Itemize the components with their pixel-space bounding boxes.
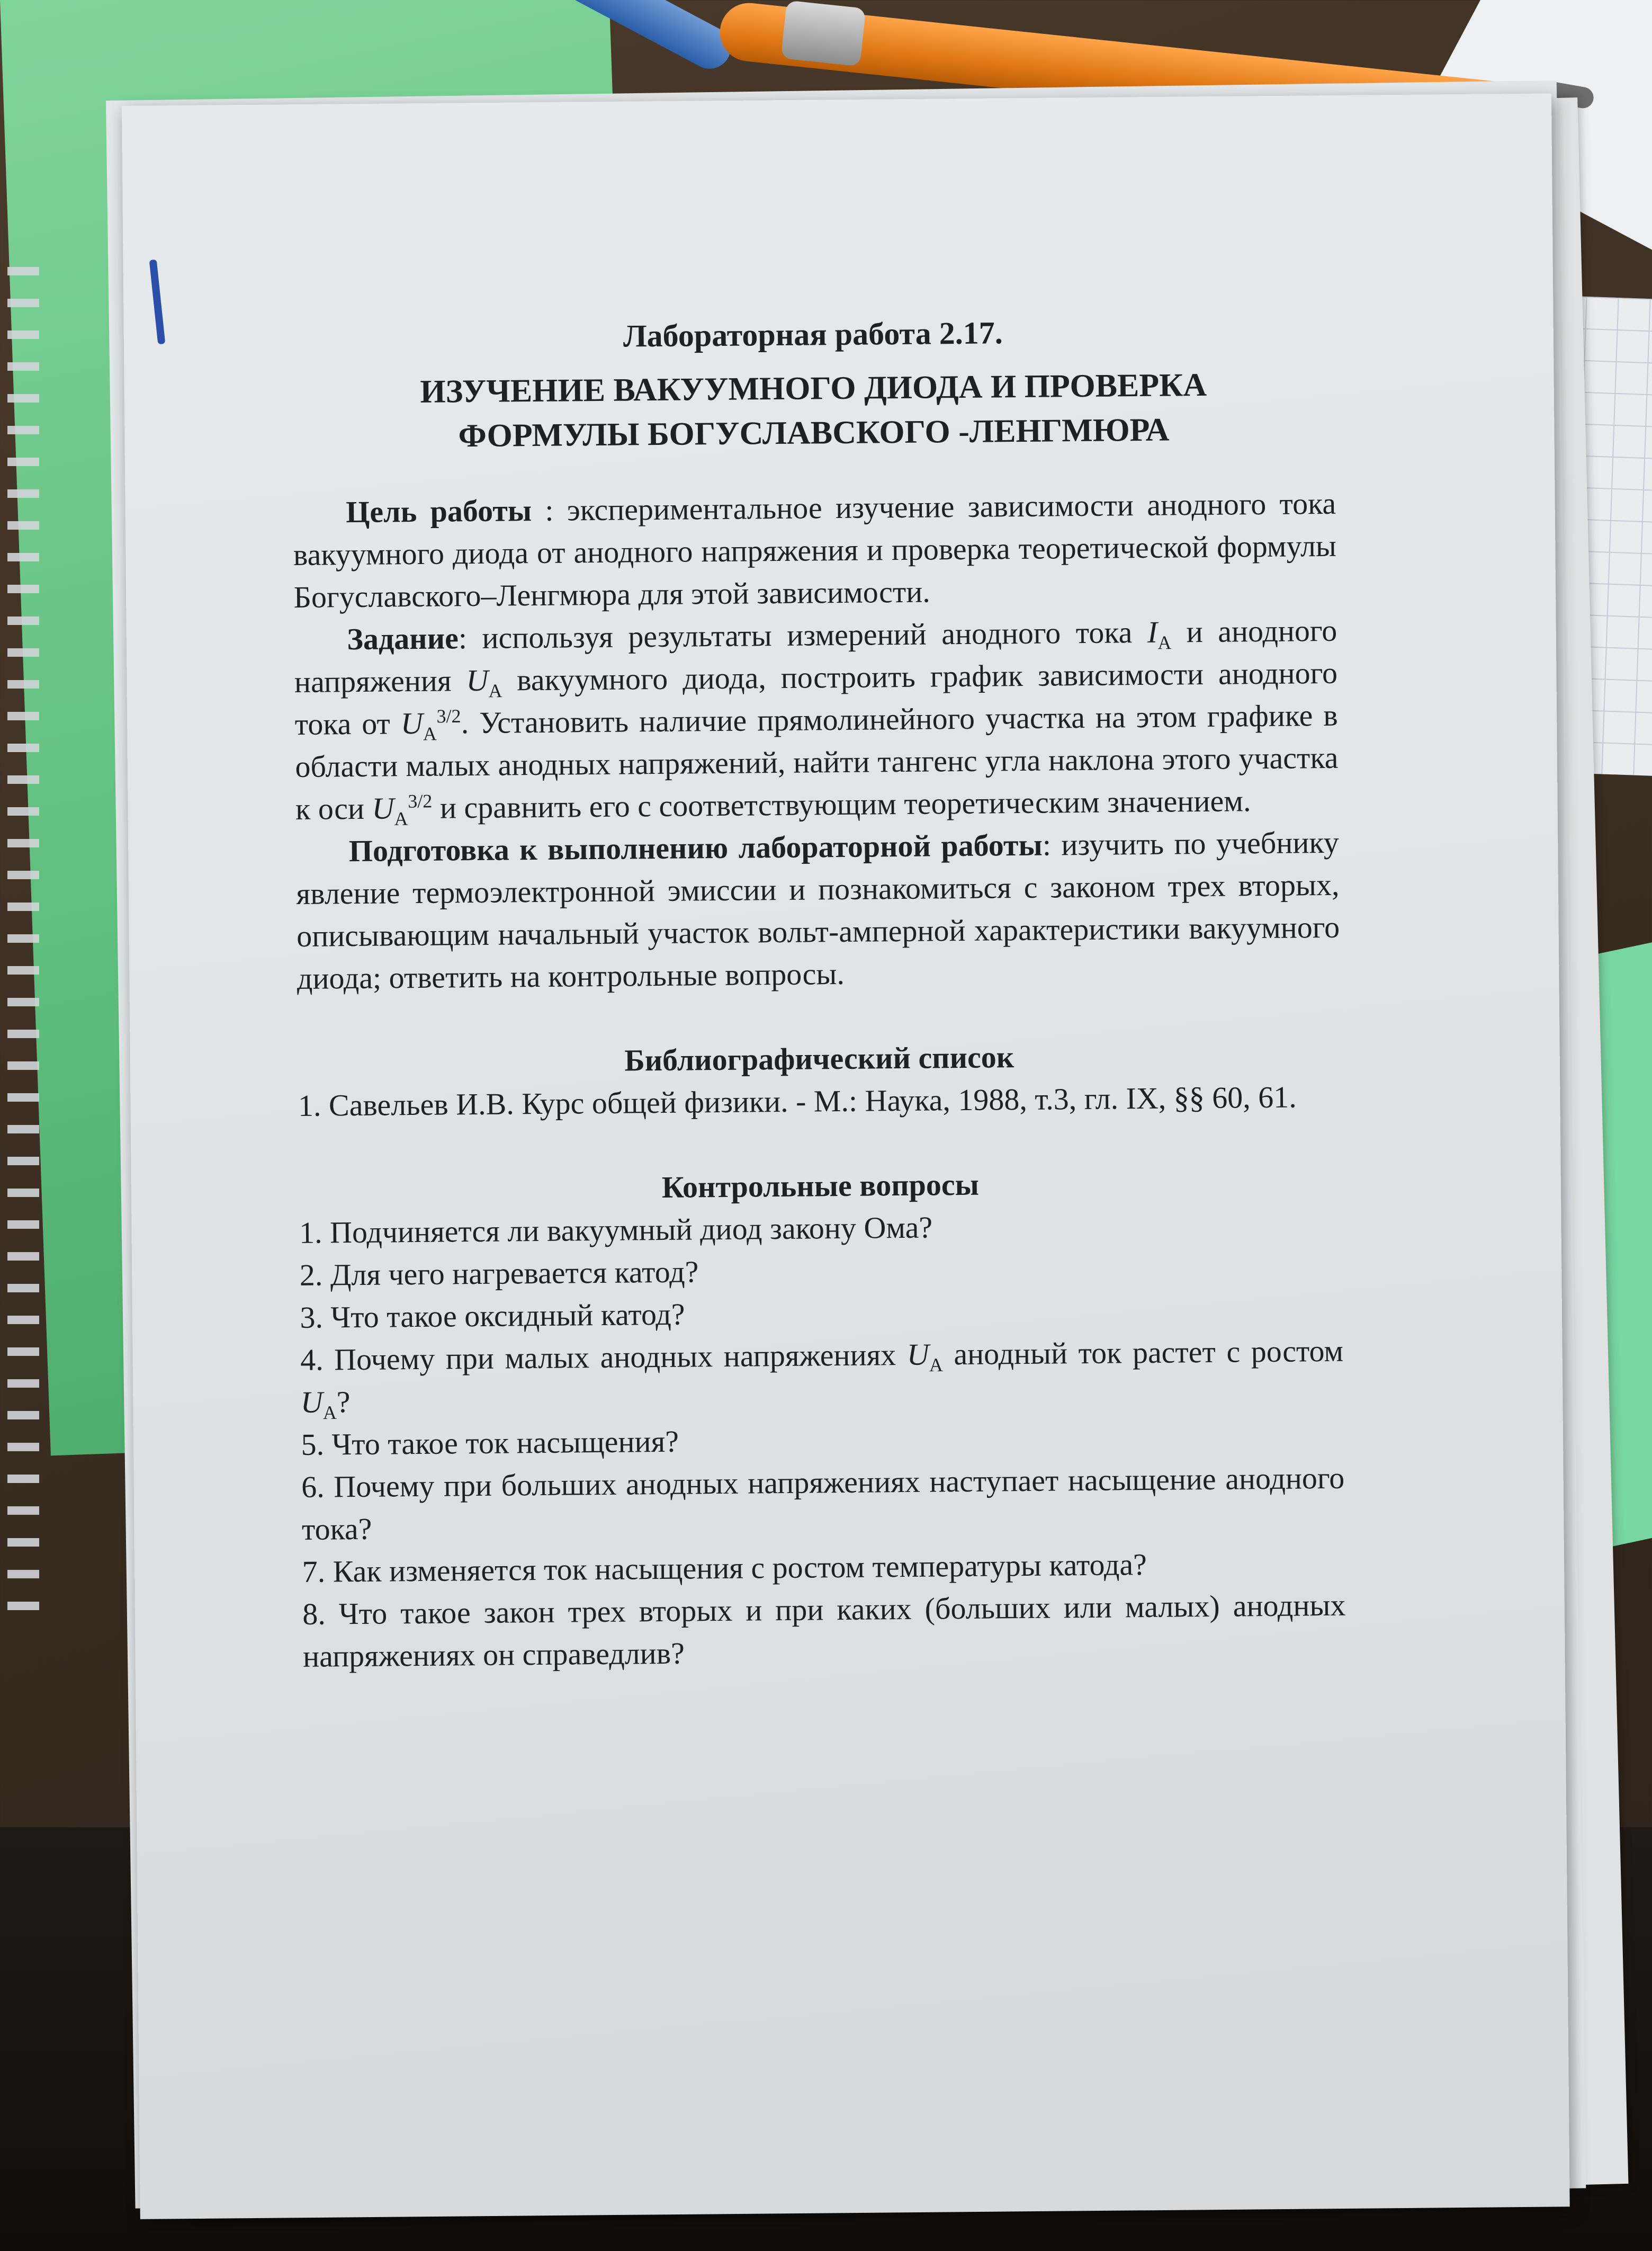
question-6: 6. Почему при больших анодных напряжениях наступает насыщение анодного тока? xyxy=(301,1460,1345,1547)
task-text-3: вакуумного диода, построить график зависимости анодного тока от xyxy=(294,655,1338,742)
orange-pen-clip xyxy=(781,0,866,66)
question-1: 1. Подчиняется ли вакуумный диод закону Ома? xyxy=(299,1210,933,1250)
task-text-5: и сравнить его с соответствующим теоретическим значением. xyxy=(432,783,1251,825)
prep-label: Подготовка к выполнению лабораторной работы xyxy=(348,827,1043,869)
main-title-line1: ИЗУЧЕНИЕ ВАКУУМНОГО ДИОДА И ПРОВЕРКА xyxy=(420,367,1207,410)
var-I: I xyxy=(1147,614,1158,649)
lab-title: Лабораторная работа 2.17. xyxy=(623,315,1003,354)
sub-A-1: A xyxy=(1157,632,1172,654)
q4-var-U-2: U xyxy=(300,1384,324,1419)
q4-sub-A-1: A xyxy=(929,1354,944,1376)
task-text-4: . Установить наличие прямолинейного участка на этом графике в области малых анодных напряжений, найти тангенс угла наклона этого участка к оси xyxy=(295,698,1339,826)
question-4 xyxy=(300,1330,1344,1424)
q4-var-U-1: U xyxy=(906,1337,930,1372)
goal-text: : экспериментальное изучение зависимости анодного тока вакуумного диода от анодного напряжения и проверка теоретической формулы Богуславского–Ленгмюра для этой зависимости. xyxy=(293,486,1337,614)
question-8: 8. Что такое закон трех вторых и при каких (больших или малых) анодных напряжениях он справедлив? xyxy=(302,1587,1346,1674)
main-title-line2: ФОРМУЛЫ БОГУСЛАВСКОГО -ЛЕНГМЮРА xyxy=(458,412,1170,454)
prep-paragraph xyxy=(295,821,1340,1000)
sub-A-4: A xyxy=(394,808,408,829)
question-4-text-a: 4. Почему при малых анодных напряжениях xyxy=(300,1337,908,1377)
question-7: 7. Как изменяется ток насыщения с ростом температуры катода? xyxy=(302,1547,1147,1589)
question-2: 2. Для чего нагревается катод? xyxy=(299,1254,699,1292)
question-3: 3. Что такое оксидный катод? xyxy=(300,1297,685,1335)
var-U-3: U xyxy=(372,791,394,826)
task-text-2: и анодного напряжения xyxy=(294,613,1337,699)
bibliography-item: 1. Савельев И.В. Курс общей физики. - М.: Наука, 1988, т.3, гл. IX, §§ 60, 61. xyxy=(298,1079,1297,1123)
bibliography-title: Библиографический список xyxy=(624,1040,1014,1078)
question-4-text-c: ? xyxy=(336,1384,351,1419)
prep-text: : изучить по учебнику явление термоэлектронной эмиссии и познакомиться с законом трех вторых, описывающим начальный участок вольт-амперной характеристики вакуумного диода; ответить на контрольные вопросы. xyxy=(296,825,1340,996)
var-U-1: U xyxy=(466,663,489,698)
goal-paragraph xyxy=(293,483,1337,619)
questions-title: Контрольные вопросы xyxy=(661,1167,980,1204)
sub-A-3: A xyxy=(423,723,437,745)
var-U-2: U xyxy=(400,705,423,741)
document-content xyxy=(291,309,1346,1678)
task-label: Задание xyxy=(347,621,459,657)
task-paragraph xyxy=(294,610,1339,830)
q4-sub-A-2: A xyxy=(322,1401,337,1424)
sub-A-2: A xyxy=(488,680,502,702)
sup-32-1: 3/2 xyxy=(436,705,461,727)
task-text-1: : используя результаты измерений анодного тока xyxy=(458,614,1148,656)
notebook-spiral xyxy=(7,244,39,1621)
sup-32-2: 3/2 xyxy=(408,790,433,812)
main-title xyxy=(292,362,1335,460)
question-5: 5. Что такое ток насыщения? xyxy=(301,1424,679,1462)
goal-label: Цель работы xyxy=(345,493,532,530)
question-4-text-b: анодный ток растет с ростом xyxy=(942,1333,1344,1372)
